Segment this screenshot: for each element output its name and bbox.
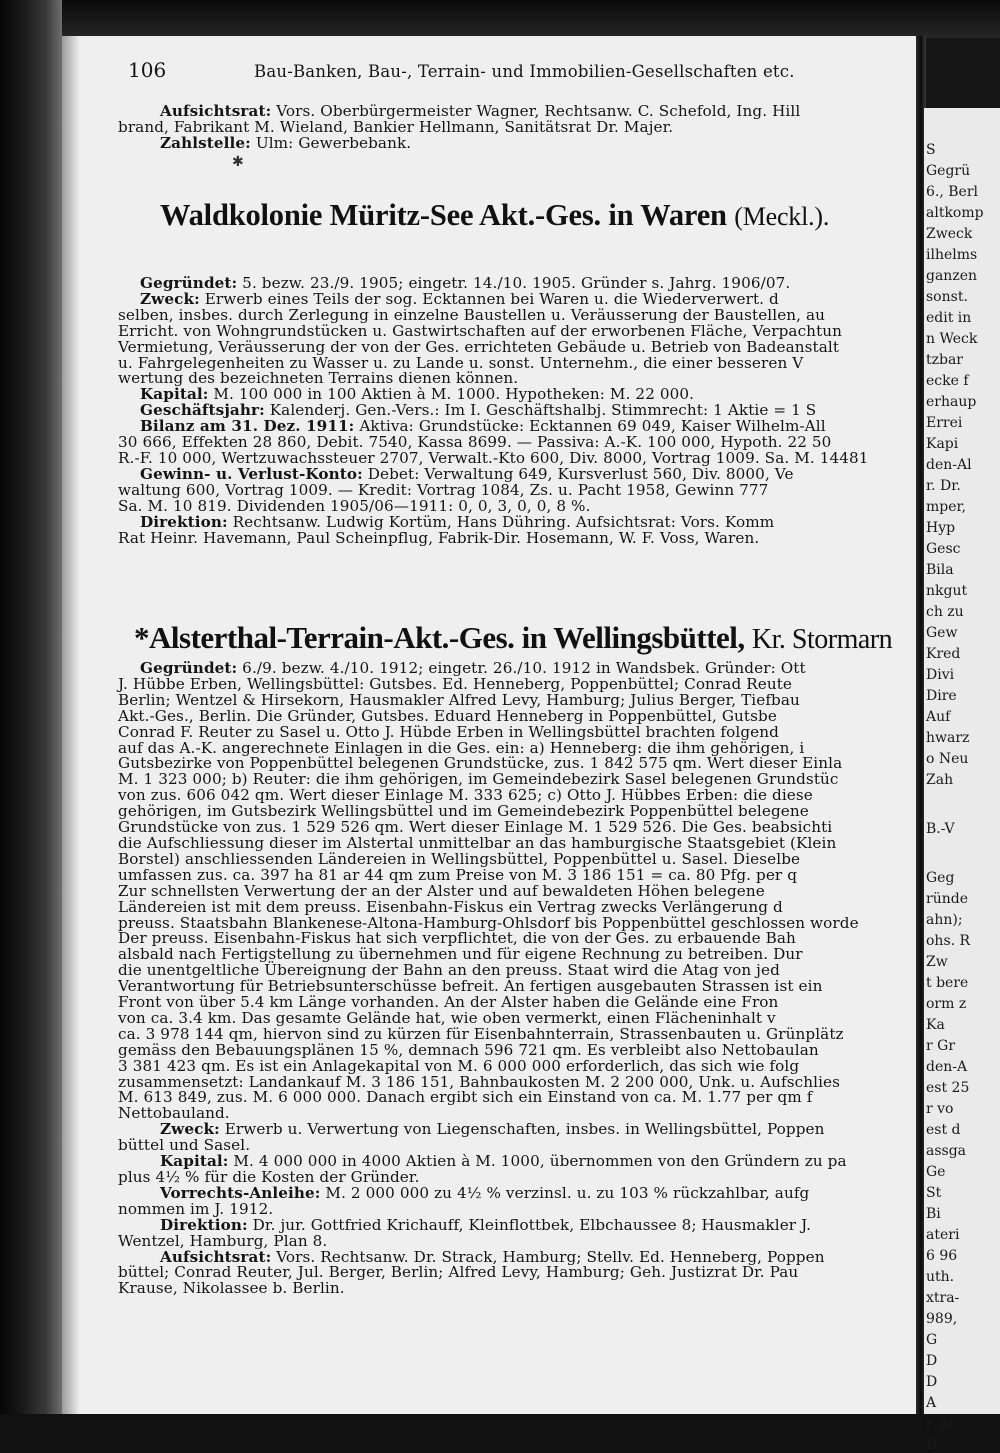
field-label: Direktion: — [140, 512, 228, 531]
field-text: büttel; Conrad Reuter, Jul. Berger, Berlin; Alfred Levy, Hamburg; Geh. Justizrat Dr. Pau — [118, 1263, 799, 1282]
adjacent-page-fragment: 6 96 — [926, 1248, 958, 1264]
field-text: gemäss den Bebauungsplänen 15 %, demnach 596 721 qm. Es verbleibt also Nettobaulan — [118, 1040, 819, 1059]
field-text: Debet: Verwaltung 649, Kursverlust 560, Div. 8000, Ve — [362, 464, 794, 483]
adjacent-page-fragment: Hyp — [926, 520, 956, 536]
adjacent-page-fragment: ilhelms — [926, 247, 978, 263]
adjacent-page-fragment: edit in — [926, 310, 972, 326]
adjacent-page-fragment: Divi — [926, 667, 955, 683]
field-text: Borstel) anschliessenden Ländereien in Wellingsbüttel, Poppenbüttel u. Sasel. Dieselbe — [118, 849, 801, 868]
field-text: 3 381 423 qm. Es ist ein Anlagekapital von M. 6 000 000 erforderlich, das sich wie folg — [118, 1056, 800, 1075]
adjacent-page-fragment: hwarz — [926, 730, 970, 746]
adjacent-page-fragment: Bila — [926, 562, 954, 578]
field-text: gehörigen, im Gutsbezirk Wellingsbüttel und im Gemeindebezirk Poppenbüttel belegene — [118, 802, 809, 821]
adjacent-page-fragment: o Neu — [926, 751, 969, 767]
field-text: M. 613 849, zus. M. 6 000 000. Danach ergibt sich ein Einstand von ca. M. 1.77 per qm f — [118, 1088, 813, 1107]
adjacent-page-fragment: ecke f — [926, 373, 969, 389]
adjacent-page-fragment: D — [926, 1353, 938, 1369]
text-line — [118, 528, 918, 547]
field-text: M. 4 000 000 in 4000 Aktien à M. 1000, übernommen von den Gründern zu pa — [228, 1152, 847, 1171]
field-text: alsbald nach Fertigstellung zu übernehmen und für eigene Rechnung zu betreiben. Dur — [118, 945, 803, 964]
field-label: Vorrechts-Anleihe: — [160, 1183, 321, 1202]
field-text: 6./9. bezw. 4./10. 1912; eingetr. 26./10. 1912 in Wandsbek. Gründer: Ott — [237, 659, 806, 677]
field-text: Vors. Rechtsanw. Dr. Strack, Hamburg; Stellv. Ed. Henneberg, Poppen — [271, 1247, 825, 1266]
field-text: Der preuss. Eisenbahn-Fiskus hat sich verpflichtet, die von der Ges. zu erbauende Bah — [118, 929, 796, 948]
field-text: ca. 3 978 144 qm, hiervon sind zu kürzen für Eisenbahnterrain, Strassenbauten u. Grünplätz — [118, 1024, 844, 1043]
adjacent-page-fragment: Gesc — [926, 541, 961, 557]
field-text: Ländereien ist mit dem preuss. Eisenbahn-Fiskus ein Vertrag zwecks Verlängerung d — [118, 897, 783, 916]
field-text: Rechtsanw. Ludwig Kortüm, Hans Dühring. Aufsichtsrat: Vors. Komm — [227, 512, 775, 531]
field-text: umfassen zus. ca. 397 ha 81 ar 44 qm zum Preise von M. 3 186 151 = ca. 80 Pfg. per q — [118, 865, 798, 884]
field-text: nommen im J. 1912. — [118, 1199, 274, 1218]
adjacent-page-fragment: r. Dr. — [926, 478, 961, 494]
adjacent-page-fragment: ateri — [926, 1227, 960, 1243]
adjacent-page-fragment: den-Al — [926, 457, 972, 473]
adjacent-page-fragment: t bere — [926, 975, 969, 991]
adjacent-page-fragment: erhaup — [926, 394, 977, 410]
adjacent-page-fragment: r. ju — [926, 1416, 954, 1432]
adjacent-page-fragment: Zweck — [926, 226, 973, 242]
book-page — [62, 36, 920, 1414]
field-text: Vermietung, Veräusserung der von der Ges. errichteten Gebäude u. Betrieb von Badeanstalt — [118, 337, 840, 356]
field-text: preuss. Staatsbahn Blankenese-Altona-Hamburg-Ohlsdorf bis Poppenbüttel geschlossen worde — [118, 913, 859, 932]
adjacent-page-fragment: altkomp — [926, 205, 984, 221]
field-label: Bilanz am 31. Dez. 1911: — [140, 417, 355, 436]
field-text: 5. bezw. 23./9. 1905; eingetr. 14./10. 1905. Gründer s. Jahrg. 1906/07. — [237, 274, 791, 292]
adjacent-page-fragment: ch zu — [926, 604, 964, 620]
field-text: Akt.-Ges., Berlin. Die Gründer, Gutsbes. Eduard Henneberg in Poppenbüttel, Gutsbe — [118, 706, 777, 725]
field-text: Gutsbezirke von Poppenbüttel belegenen Grundstücke, zus. 1 842 575 qm. Wert dieser Einla — [118, 754, 843, 773]
field-text: Aktiva: Grundstücke: Ecktannen 69 049, Kaiser Wilhelm-All — [354, 417, 826, 436]
field-text: M. 1 323 000; b) Reuter: die ihm gehörigen, im Gemeindebezirk Sasel belegenen Grundstüc — [118, 770, 839, 789]
field-text: M. 2 000 000 zu 4½ % verzinsl. u. zu 103 % rückzahlbar, aufg — [320, 1183, 810, 1202]
company-location-suffix: (Meckl.). — [734, 202, 830, 231]
adjacent-page-fragment: Zah — [926, 772, 954, 788]
adjacent-page-fragment: Ge — [926, 1164, 946, 1180]
field-text: R.-F. 10 000, Wertzuwachssteuer 2707, Verwalt.-Kto 600, Div. 8000, Vortrag 1009. Sa. M. 14481 — [118, 448, 869, 467]
adjacent-page-fragment: sonst. — [926, 289, 968, 305]
field-text: Verantwortung für Betriebsunterschüsse befreit. An fertigen ausgebauten Strassen ist ein — [118, 977, 823, 996]
adjacent-page-fragment: ründe — [926, 891, 968, 907]
field-text: Zur schnellsten Verwertung der an der Alster und auf bewaldeten Höhen belegene — [118, 881, 765, 900]
field-text: Vors. Oberbürgermeister Wagner, Rechtsanw. C. Schefold, Ing. Hill — [271, 102, 801, 120]
field-text: waltung 600, Vortrag 1009. — Kredit: Vortrag 1084, Zs. u. Pacht 1958, Gewinn 777 — [118, 480, 769, 499]
field-text: Berlin; Wentzel & Hirsekorn, Hausmakler Alfred Levy, Hamburg; Julius Berger, Tiefbau — [118, 690, 800, 709]
adjacent-page-fragment: Dire — [926, 688, 957, 704]
company-entry-waldkolonie — [118, 276, 918, 546]
adjacent-page-fragment: ganzen — [926, 268, 978, 284]
field-text: Ulm: Gewerbebank. — [250, 133, 412, 152]
field-label: Gewinn- u. Verlust-Konto: — [140, 464, 363, 483]
adjacent-page-fragment: Gew — [926, 625, 958, 641]
ink-mark: ✱ — [232, 154, 244, 170]
gutter-shadow — [62, 36, 80, 1414]
field-text: plus 4½ % für die Kosten der Gründer. — [118, 1168, 420, 1186]
previous-entry-tail — [118, 104, 918, 152]
field-text: zusammensetzt: Landankauf M. 3 186 151, Bahnbaukosten M. 2 200 000, Unk. u. Aufschlies — [118, 1072, 841, 1091]
field-text: M. 100 000 in 100 Aktien à M. 1000. Hypotheken: M. 22 000. — [208, 385, 695, 404]
field-text: Erricht. von Wohngrundstücken u. Gastwirtschaften auf der erworbenen Fläche, Verpachtun — [118, 321, 843, 340]
adjacent-page-fragment: r Gr — [926, 1038, 956, 1054]
adjacent-page-fragment: Kred — [926, 646, 961, 662]
text-line — [118, 133, 918, 152]
adjacent-page-fragment: D — [926, 1437, 938, 1453]
adjacent-page-fragment: Ka — [926, 1017, 945, 1033]
field-label: Aufsichtsrat: — [160, 1247, 272, 1266]
adjacent-page-fragment: 989, — [926, 1311, 958, 1327]
field-text: die Aufschliessung dieser im Alstertal unmittelbar an das hamburgische Staatsgebiet (Klein — [118, 833, 837, 852]
adjacent-page-fragment: G — [926, 1332, 938, 1348]
field-label: Direktion: — [160, 1215, 248, 1234]
adjacent-page-fragment: ahn); — [926, 912, 963, 928]
field-text: büttel und Sasel. — [118, 1136, 251, 1155]
field-text: Grundstücke von zus. 1 529 526 qm. Wert dieser Einlage M. 1 529 526. Die Ges. beabsichti — [118, 818, 833, 837]
adjacent-page-fragment: n Weck — [926, 331, 978, 347]
adjacent-page-fragment: Kapi — [926, 436, 959, 452]
company-entry-alsterthal — [118, 661, 918, 1297]
adjacent-page-fragment: S — [926, 142, 936, 158]
field-label: Gegründet: — [140, 274, 238, 292]
field-label: Zweck: — [160, 1120, 220, 1139]
field-text: Sa. M. 10 819. Dividenden 1905/06—1911: 0, 0, 3, 0, 0, 8 %. — [118, 496, 591, 515]
adjacent-page-fragment: Errei — [926, 415, 963, 431]
field-text: von ca. 3.4 km. Das gesamte Gelände hat, wie oben vermerkt, einen Flächeninhalt v — [118, 1008, 776, 1027]
adjacent-page-fragment: A — [926, 1395, 937, 1411]
field-text: Wentzel, Hamburg, Plan 8. — [118, 1231, 328, 1250]
adjacent-page-fragment: xtra- — [926, 1290, 960, 1306]
field-text: selben, insbes. durch Zerlegung in einzelne Baustellen u. Veräusserung der Baustellen, au — [118, 305, 826, 324]
adjacent-page-fragment: orm z — [926, 996, 967, 1012]
field-text: Dr. jur. Gottfried Krichauff, Kleinflottbek, Elbchaussee 8; Hausmakler J. — [247, 1215, 812, 1234]
field-text: Krause, Nikolassee b. Berlin. — [118, 1279, 345, 1298]
adjacent-page-fragment: mper, — [926, 499, 967, 515]
company-title-waldkolonie — [160, 198, 920, 234]
field-text: auf das A.-K. angerechnete Einlagen in die Ges. ein: a) Henneberg: die ihm gehörigen, i — [118, 738, 805, 757]
text-line — [118, 1281, 918, 1297]
adjacent-page-fragment: Bi — [926, 1206, 941, 1222]
company-title-alsterthal — [134, 621, 924, 657]
field-text: von zus. 606 042 qm. Wert dieser Einlage M. 333 625; c) Otto J. Hübbes Erben: die diese — [118, 786, 813, 805]
field-label: Kapital: — [160, 1152, 229, 1171]
adjacent-page-edge — [924, 108, 1000, 1453]
adjacent-page-fragment: B.-V — [926, 821, 955, 837]
adjacent-page-fragment: r vo — [926, 1101, 954, 1117]
field-label: Geschäftsjahr: — [140, 401, 265, 420]
company-name: *Alsterthal-Terrain-Akt.-Ges. in Wellingsbüttel, — [134, 620, 745, 655]
field-text: wertung des bezeichneten Terrains dienen können. — [118, 369, 519, 388]
adjacent-page-fragment: Zw — [926, 954, 948, 970]
field-text: Kalenderj. Gen.-Vers.: Im I. Geschäftshalbj. Stimmrecht: 1 Aktie = 1 S — [264, 401, 817, 420]
field-text: 30 666, Effekten 28 860, Debit. 7540, Kassa 8699. — Passiva: A.-K. 100 000, Hypoth. 22 50 — [118, 433, 832, 452]
company-name: Waldkolonie Müritz-See Akt.-Ges. in Waren — [160, 198, 727, 232]
book-spine-shadow — [0, 0, 62, 1414]
adjacent-page-fragment: est 25 — [926, 1080, 970, 1096]
top-edge-shadow — [62, 0, 1000, 38]
adjacent-page-fragment: 6., Berl — [926, 184, 979, 200]
adjacent-page-fragment: tzbar — [926, 352, 964, 368]
field-text: Rat Heinr. Havemann, Paul Scheinpflug, Fabrik-Dir. Hosemann, W. F. Voss, Waren. — [118, 528, 760, 547]
field-label: Zahlstelle: — [160, 133, 251, 152]
field-text: Conrad F. Reuter zu Sasel u. Otto J. Hübde Erben in Wellingsbüttel brachten folgend — [118, 722, 779, 741]
adjacent-page-fragment: St — [926, 1185, 942, 1201]
adjacent-page-fragment: uth. — [926, 1269, 955, 1285]
adjacent-page-fragment: est d — [926, 1122, 961, 1138]
company-location-suffix: Kr. Stormarn — [751, 624, 893, 655]
field-text: die unentgeltliche Übereignung der Bahn an den preuss. Staat wird die Atag von jed — [118, 961, 780, 980]
adjacent-page-fragment: D — [926, 1374, 938, 1390]
adjacent-page-fragment: Gegrü — [926, 163, 971, 179]
field-text: Erwerb eines Teils der sog. Ecktannen bei Waren u. die Wiederverwert. d — [199, 289, 779, 308]
running-title: Bau-Banken, Bau-, Terrain- und Immobilien-Gesellschaften etc. — [254, 62, 795, 81]
adjacent-page-fragment: nkgut — [926, 583, 968, 599]
field-text: Front von über 5.4 km Länge vorhanden. An der Alster haben die Gelände eine Fron — [118, 993, 779, 1012]
field-text: Nettobauland. — [118, 1104, 230, 1123]
adjacent-page-fragment: Auf — [926, 709, 951, 725]
adjacent-page-fragment: assga — [926, 1143, 967, 1159]
text-line — [118, 1090, 918, 1106]
adjacent-page-fragment: ohs. R — [926, 933, 971, 949]
field-text: J. Hübbe Erben, Wellingsbüttel: Gutsbes. Ed. Henneberg, Poppenbüttel; Conrad Reute — [118, 674, 792, 693]
adjacent-page-fragment: Geg — [926, 870, 955, 886]
adjacent-page-fragment: den-A — [926, 1059, 968, 1075]
field-text: u. Fahrgelegenheiten zu Wasser u. zu Lande u. sonst. Unternehm., die einer besseren V — [118, 353, 804, 372]
field-label: Aufsichtsrat: — [160, 102, 272, 120]
field-label: Gegründet: — [140, 659, 238, 677]
field-label: Kapital: — [140, 385, 209, 404]
field-text: brand, Fabrikant M. Wieland, Bankier Hellmann, Sanitätsrat Dr. Majer. — [118, 117, 674, 136]
page-number: 106 — [128, 58, 167, 82]
field-label: Zweck: — [140, 289, 200, 308]
field-text: Erwerb u. Verwertung von Liegenschaften, insbes. in Wellingsbüttel, Poppen — [219, 1120, 825, 1139]
